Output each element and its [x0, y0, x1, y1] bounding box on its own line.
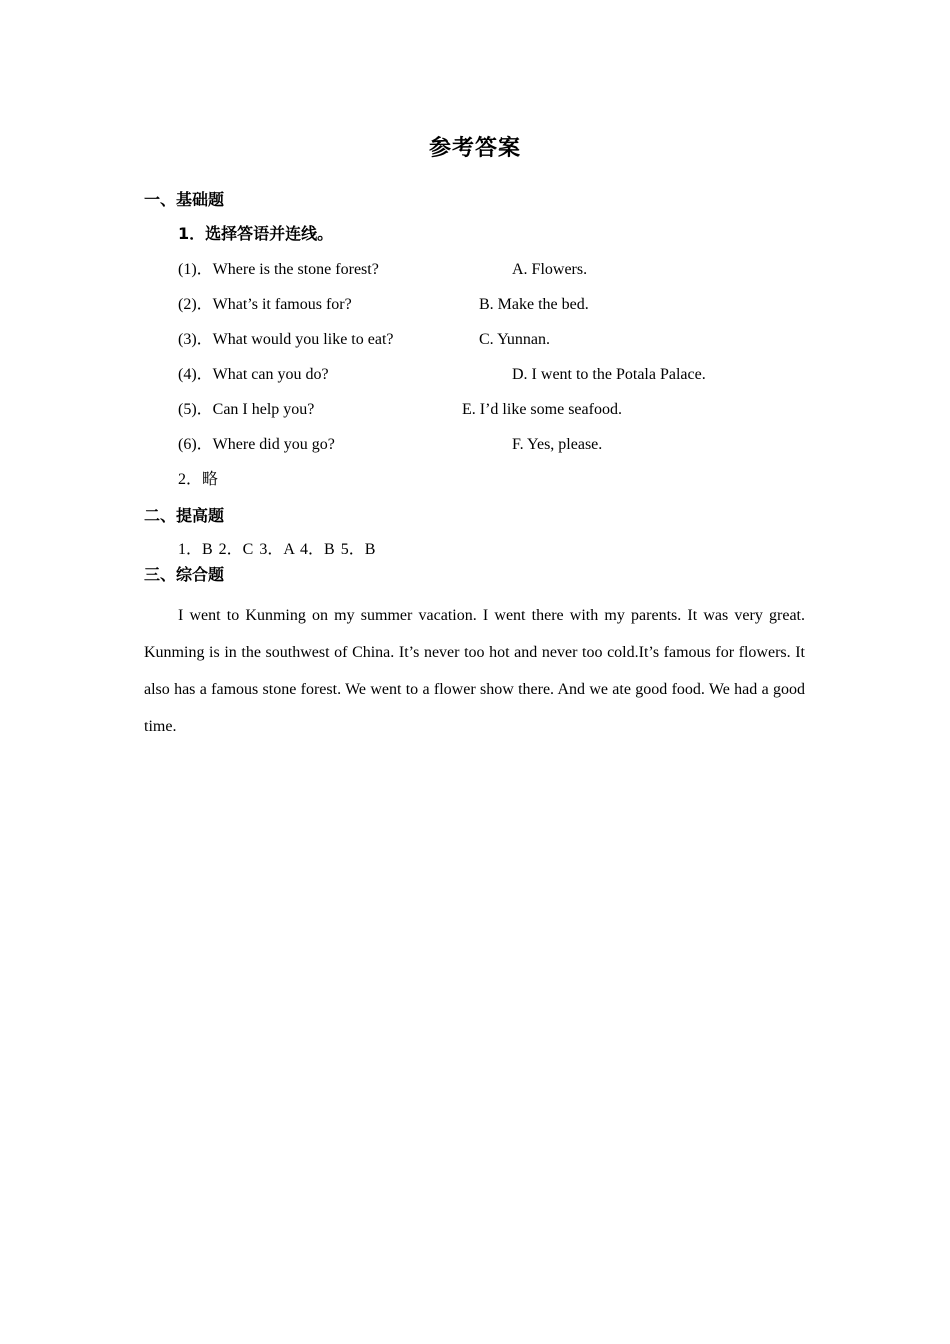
- advanced-answers: 1．B 2．C 3．A 4．B 5．B: [178, 541, 376, 558]
- section-basic-heading: 一、基础题: [144, 190, 225, 209]
- question-5: (5)．Can I help you?: [178, 401, 315, 418]
- option-f: F. Yes, please.: [512, 436, 603, 453]
- question-6: (6)．Where did you go?: [178, 436, 335, 453]
- question-1: (1)．Where is the stone forest?: [178, 261, 379, 278]
- question-3: (3)．What would you like to eat?: [178, 331, 394, 348]
- option-c: C. Yunnan.: [479, 331, 550, 348]
- matching-task-heading: 1．选择答语并连线。: [178, 224, 334, 243]
- section-advanced-heading: 二、提高题: [144, 506, 225, 525]
- composition-paragraph: I went to Kunming on my summer vacation. I went there with my parents. It was very great. Kunming is in the southwest of China. It’s never too hot and never too cold.It’s famous for flowers. It also has a famous stone forest. We went to a flower show there. And we ate good food. We had a good time.: [144, 607, 805, 735]
- option-a: A. Flowers.: [512, 261, 588, 278]
- page-title: 参考答案: [428, 136, 521, 161]
- question-4: (4)．What can you do?: [178, 366, 329, 383]
- section-comprehensive-heading: 三、综合题: [144, 565, 225, 584]
- question-2: (2)．What’s it famous for?: [178, 296, 352, 313]
- option-e: E. I’d like some seafood.: [462, 401, 622, 418]
- option-d: D. I went to the Potala Palace.: [512, 366, 706, 383]
- item-2-omitted: 2．略: [178, 471, 219, 488]
- option-b: B. Make the bed.: [479, 296, 589, 313]
